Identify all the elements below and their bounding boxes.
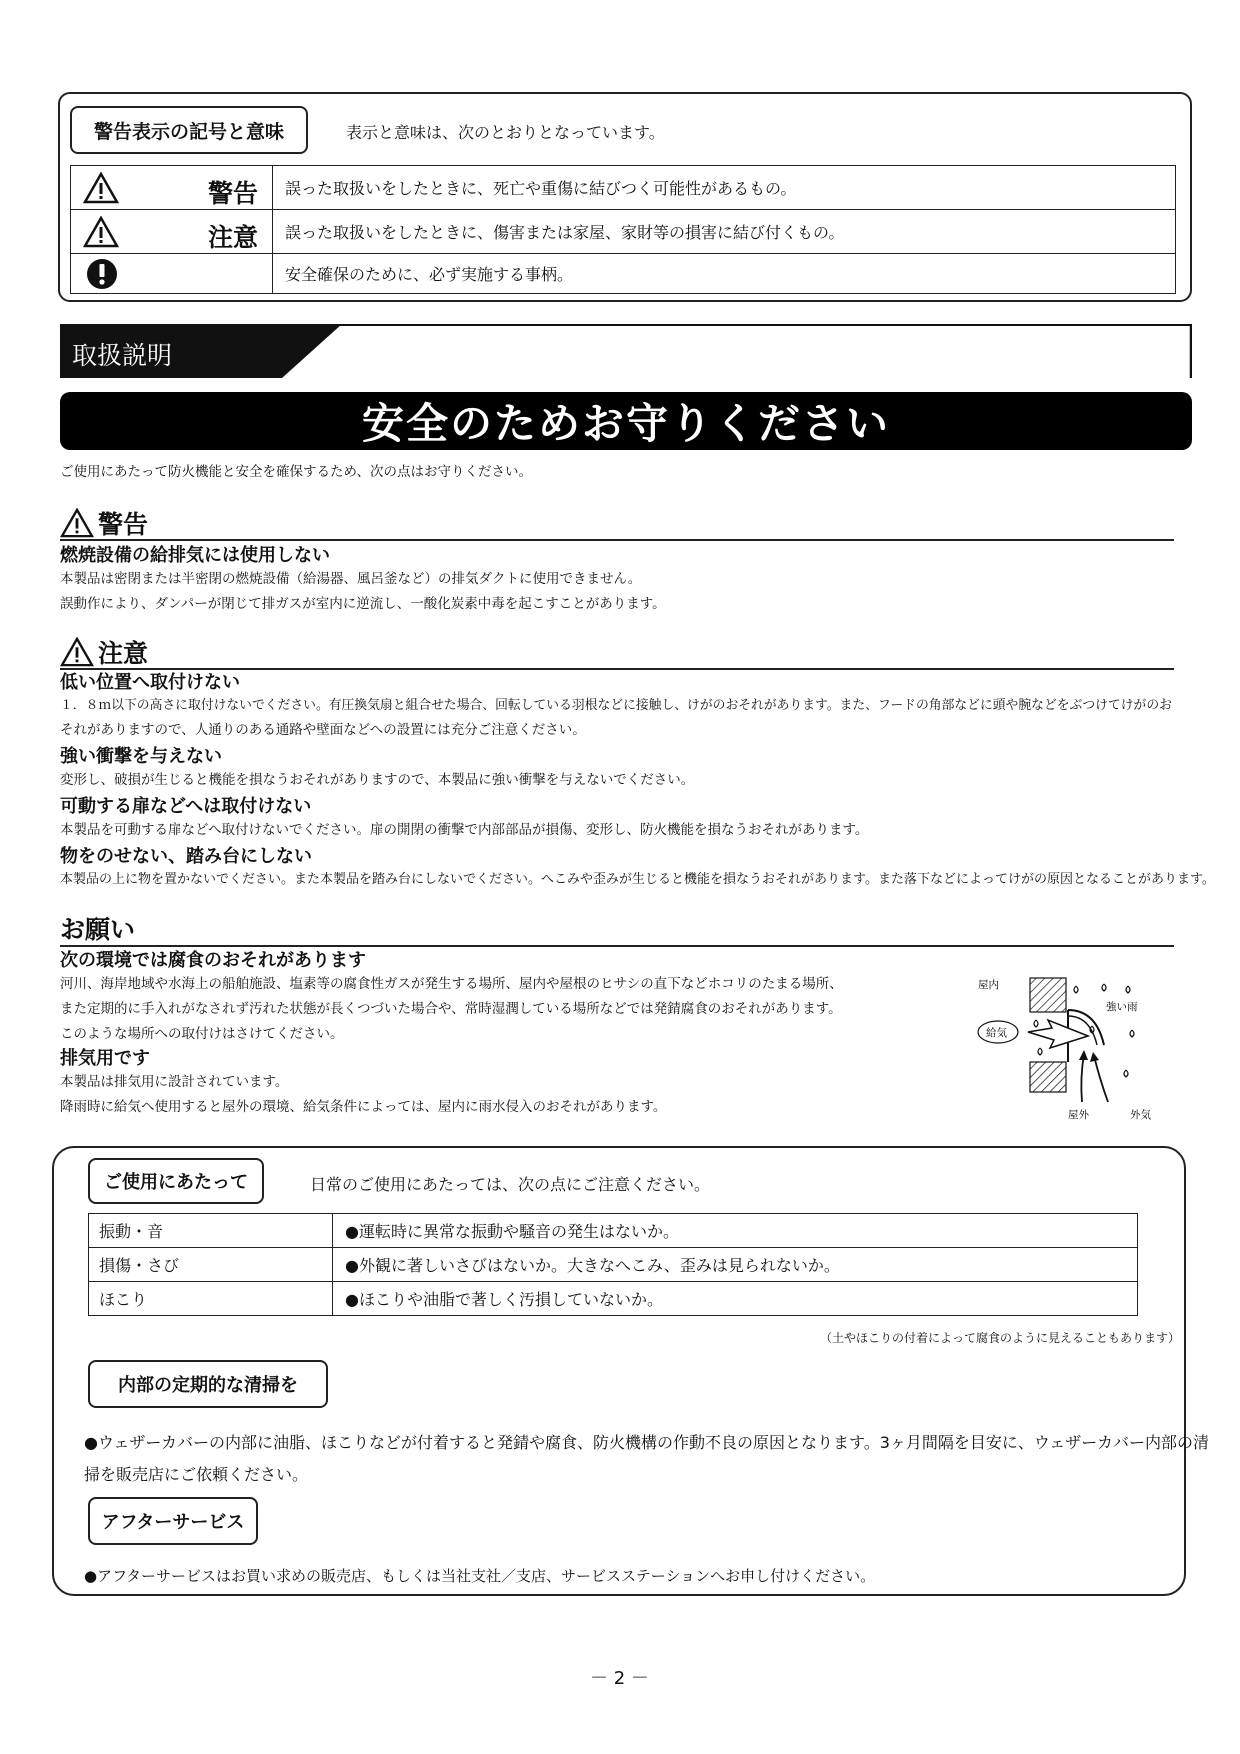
caution-item-title-1: 低い位置へ取付けない bbox=[60, 672, 240, 693]
caution-item-body-2: 変形し、破損が生じると機能を損なうおそれがありますので、本製品に強い衝撃を与えないでください。 bbox=[60, 772, 695, 788]
outdoor-arrow-icon bbox=[1081, 1054, 1084, 1102]
warning-triangle-icon bbox=[83, 172, 119, 204]
legend-table bbox=[70, 165, 1176, 294]
page-number: － 2 － bbox=[590, 1668, 649, 1689]
outside-air-arrow-icon bbox=[1094, 1056, 1108, 1102]
legend-intro: 表示と意味は、次のとおりとなっています。 bbox=[346, 123, 665, 142]
request-item-title-1: 次の環境では腐食のおそれがあります bbox=[60, 950, 366, 971]
legend-desc-warning: 誤った取扱いをしたときに、死亡や重傷に結びつく可能性があるもの。 bbox=[273, 166, 1176, 210]
warning-item-title: 燃焼設備の給排気には使用しない bbox=[60, 545, 330, 566]
warning-heading-text: 警告 bbox=[98, 510, 149, 539]
intro-text: ご使用にあたって防火機能と安全を確保するため、次の点はお守りください。 bbox=[60, 464, 532, 480]
caution-item-title-2: 強い衝撃を与えない bbox=[60, 746, 222, 767]
title-bar bbox=[60, 392, 1192, 450]
request-item-title-2: 排気用です bbox=[60, 1048, 150, 1069]
request-heading bbox=[60, 910, 135, 946]
table-row: 損傷・さび ●外観に著しいさびはないか。大きなへこみ、歪みは見られないか。 bbox=[89, 1248, 1138, 1282]
legend-word-warning: 警告 bbox=[207, 179, 258, 208]
caution-item-title-4: 物をのせない、踏み台にしない bbox=[60, 846, 312, 867]
usage-tag: ご使用にあたって bbox=[88, 1158, 264, 1204]
cleaning-text: ●ウェザーカバーの内部に油脂、ほこりなどが付着すると発錆や腐食、防火機構の作動不良の原因となります。3ヶ月間隔を目安に、ウェザーカバー内部の清 掃を販売店にご依頼ください。 bbox=[84, 1433, 1209, 1484]
legend-word-caution: 注意 bbox=[207, 223, 258, 252]
label-strong-rain: 強い雨 bbox=[1106, 1001, 1138, 1013]
after-service-text: ●アフターサービスはお買い求めの販売店、もしくは当社支社／支店、サービスステーションへお申し付けください。 bbox=[84, 1567, 876, 1585]
warning-heading-icon bbox=[60, 508, 94, 538]
caution-heading-text: 注意 bbox=[98, 639, 149, 668]
caution-heading bbox=[60, 634, 148, 670]
warning-heading bbox=[60, 505, 148, 541]
caution-item-title-3: 可動する扉などへは取付けない bbox=[60, 796, 312, 817]
table-row: 振動・音 ●運転時に異常な振動や騒音の発生はないか。 bbox=[89, 1214, 1138, 1248]
caution-item-body-1: １．８ｍ以下の高さに取付けないでください。有圧換気扇と組合せた場合、回転している羽根などに接触し、けがのおそれがあります。また、フードの角部などに頭や腕などをぶつけてけがのお それがありますので、人通りのある通路や壁面などへの設置には充分ご注意ください。 bbox=[60, 698, 1172, 738]
legend-desc-caution: 誤った取扱いをしたときに、傷害または家屋、家財等の損害に結び付くもの。 bbox=[273, 210, 1176, 254]
label-outside-air: 外気 bbox=[1130, 1109, 1151, 1121]
label-outdoor: 屋外 bbox=[1068, 1109, 1089, 1121]
request-item-body-2: 本製品は排気用に設計されています。 降雨時に給気へ使用すると屋外の環境、給気条件によっては、屋内に雨水侵入のおそれがあります。 bbox=[60, 1074, 667, 1115]
legend-row-caution bbox=[71, 210, 1176, 254]
airflow-arrow-icon bbox=[1028, 1020, 1088, 1048]
legend-tag: 警告表示の記号と意味 bbox=[70, 106, 308, 154]
caution-item-body-3: 本製品を可動する扉などへ取付けないでください。扉の開閉の衝撃で内部部品が損傷、変形し、防火機能を損なうおそれがあります。 bbox=[60, 822, 869, 838]
rain-intrusion-diagram bbox=[976, 970, 1176, 1130]
page-title: 安全のためお守りください bbox=[361, 399, 890, 448]
request-heading-text: お願い bbox=[60, 915, 136, 944]
legend-row-warning bbox=[71, 166, 1176, 210]
mandatory-exclamation-icon bbox=[85, 257, 119, 291]
label-indoor: 屋内 bbox=[978, 979, 999, 991]
usage-table bbox=[88, 1213, 1138, 1316]
section-header-bar bbox=[60, 324, 1192, 378]
caution-triangle-icon bbox=[83, 216, 119, 248]
after-service-tag: アフターサービス bbox=[88, 1497, 258, 1545]
legend-desc-mandatory: 安全確保のために、必ず実施する事柄。 bbox=[273, 254, 1176, 294]
usage-intro: 日常のご使用にあたっては、次の点にご注意ください。 bbox=[310, 1175, 711, 1194]
legend-row-mandatory bbox=[71, 254, 1176, 294]
caution-heading-icon bbox=[60, 637, 94, 667]
request-item-body-1: 河川、海岸地域や水海上の船舶施設、塩素等の腐食性ガスが発生する場所、屋内や屋根のヒサシの直下などホコリのたまる場所、 また定期的に手入れがなされず汚れた状態が長くつづいた場合や、常時湿潤している場所などでは発錆腐食のおそれがあります。 このような場所への取付けはさけてください。 bbox=[60, 976, 843, 1042]
caution-item-body-4: 本製品の上に物を置かないでください。また本製品を踏み台にしないでください。へこみや歪みが生じると機能を損なうおそれがあります。また落下などによってけがの原因となることがあります。 bbox=[60, 872, 1215, 887]
usage-note: （土やほこりの付着によって腐食のように見えることもあります） bbox=[820, 1331, 1181, 1345]
cleaning-tag: 内部の定期的な清掃を bbox=[88, 1360, 328, 1408]
section-label: 取扱説明 bbox=[72, 341, 173, 370]
table-row: ほこり ●ほこりや油脂で著しく汚損していないか。 bbox=[89, 1282, 1138, 1316]
wall-upper bbox=[1030, 978, 1066, 1012]
label-supply: 給気 bbox=[986, 1027, 1007, 1039]
warning-item-body: 本製品は密閉または半密閉の燃焼設備（給湯器、風呂釜など）の排気ダクトに使用できません。 誤動作により、ダンパーが閉じて排ガスが室内に逆流し、一酸化炭素中毒を起こすことがあります。 bbox=[60, 571, 666, 612]
wall-lower bbox=[1030, 1062, 1066, 1092]
